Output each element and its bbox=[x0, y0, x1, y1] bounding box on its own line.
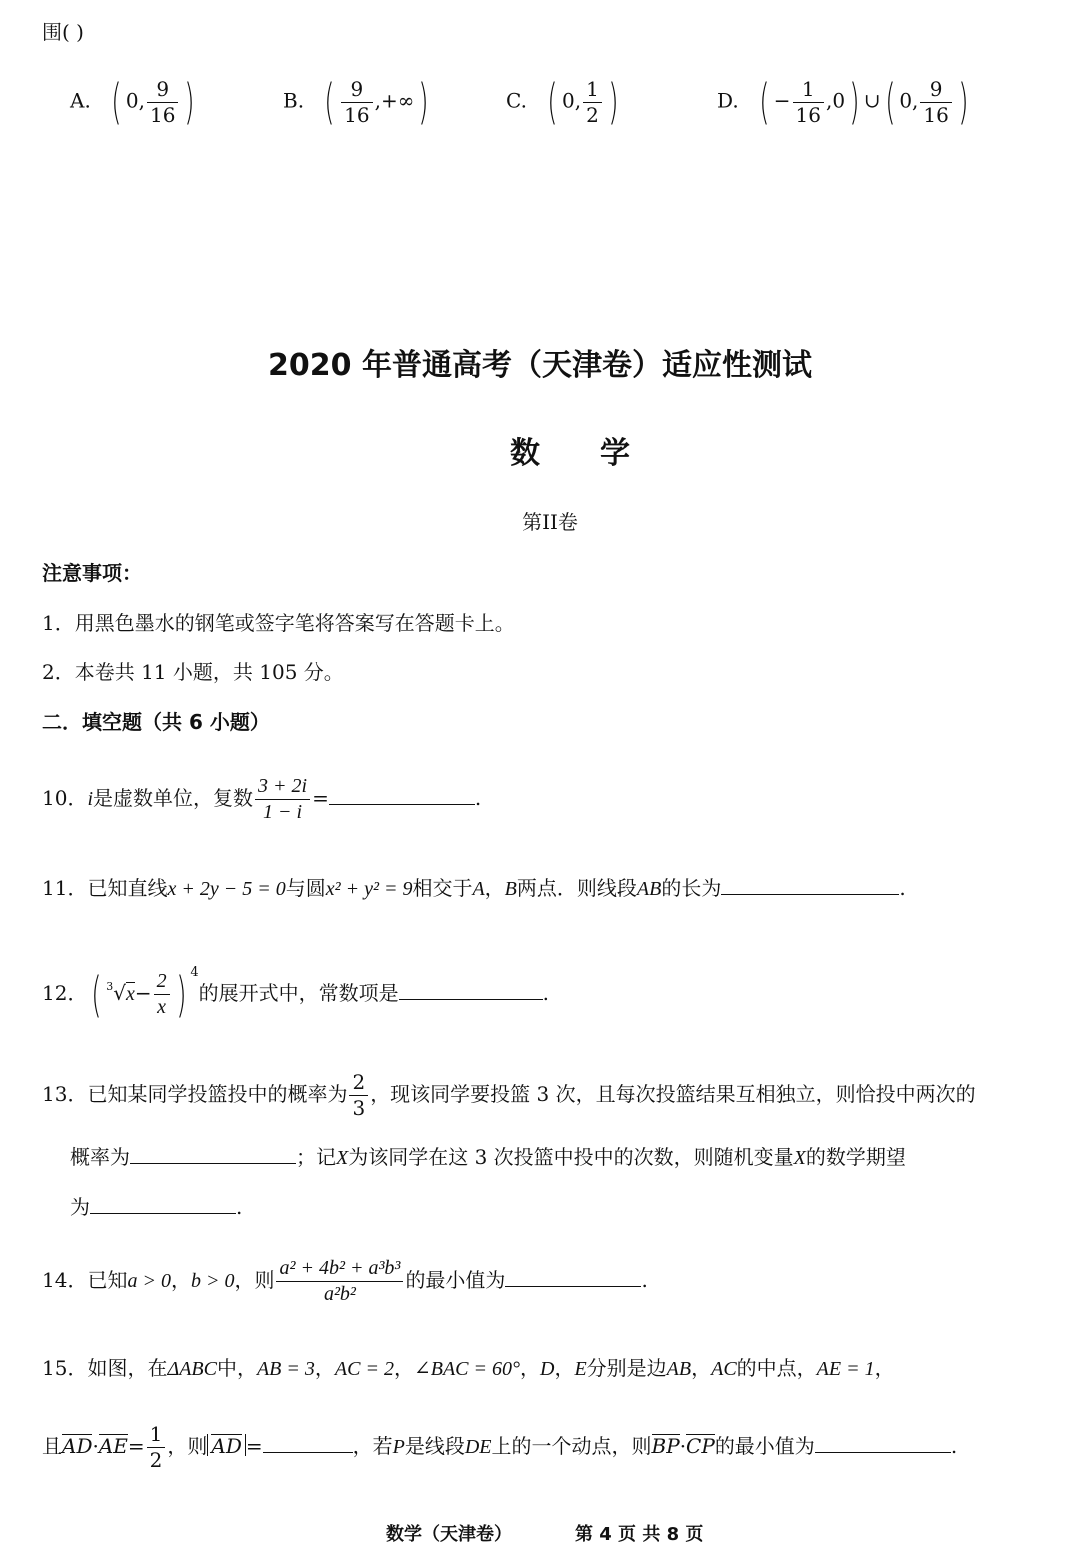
option-d-post: ,0 bbox=[826, 88, 846, 113]
left-paren: ( bbox=[547, 74, 558, 130]
question-text: 分别是边 bbox=[586, 1356, 667, 1380]
side-ac: AC bbox=[711, 1358, 737, 1380]
union-symbol: ∪ bbox=[863, 88, 881, 113]
minus-sign: − bbox=[134, 981, 152, 1005]
random-var-x: X bbox=[793, 1147, 806, 1169]
question-number: 14． bbox=[42, 1268, 88, 1292]
period: . bbox=[641, 1268, 648, 1292]
volume-label: 第II卷 bbox=[522, 510, 578, 534]
comma: ， bbox=[170, 1268, 191, 1292]
dot-operator: · bbox=[679, 1434, 687, 1458]
frac-den: 1 − i bbox=[263, 801, 303, 823]
question-12 bbox=[42, 965, 549, 1023]
triangle: ΔABC bbox=[167, 1358, 217, 1380]
left-paren: ( bbox=[324, 74, 335, 130]
answer-blank[interactable] bbox=[815, 1434, 951, 1453]
option-letter: C. bbox=[506, 88, 527, 113]
subject-title: 数学 bbox=[510, 436, 690, 471]
frac-den: 2 bbox=[149, 1448, 163, 1472]
answer-blank[interactable] bbox=[130, 1145, 296, 1164]
question-text: 的最小值为 bbox=[714, 1434, 815, 1458]
power: 4 bbox=[190, 965, 199, 980]
note-item: 1．用黑色墨水的钢笔或签字笔将答案写在答题卡上。 bbox=[42, 611, 515, 635]
question-text: 与圆 bbox=[285, 876, 326, 900]
vector-ae: AE bbox=[98, 1434, 128, 1458]
option-d bbox=[717, 74, 973, 130]
point-p: P bbox=[392, 1436, 405, 1458]
equals-sign: = bbox=[245, 1434, 263, 1458]
question-text: 如图，在 bbox=[87, 1356, 168, 1380]
point-a: A bbox=[472, 878, 485, 900]
radical-sign: √ bbox=[113, 981, 126, 1005]
option-letter: A. bbox=[70, 88, 91, 113]
frac-num: 9 bbox=[341, 79, 372, 103]
frac-den: 16 bbox=[923, 102, 949, 127]
frac-num: a² + 4b² + a³b³ bbox=[276, 1258, 403, 1282]
question-text: 的数学期望 bbox=[805, 1145, 906, 1169]
question-text: 已知 bbox=[87, 1268, 128, 1292]
question-number: 13． bbox=[42, 1082, 88, 1106]
right-paren: ) bbox=[184, 74, 195, 130]
question-text: 的长为 bbox=[661, 876, 722, 900]
line-equation: x + 2y − 5 = 0 bbox=[167, 878, 286, 900]
right-paren: ) bbox=[175, 966, 187, 1023]
answer-blank[interactable] bbox=[329, 786, 475, 805]
vector-cp: CP bbox=[686, 1434, 715, 1458]
question-text: 中， bbox=[216, 1356, 257, 1380]
segment-ab: AB bbox=[636, 878, 662, 900]
equals-sign: = bbox=[127, 1434, 145, 1458]
right-paren: ) bbox=[608, 74, 619, 130]
question-text: 概率为 bbox=[70, 1145, 130, 1169]
frac-den: 16 bbox=[795, 102, 821, 127]
notes-heading: 注意事项： bbox=[42, 561, 142, 585]
question-13-line2 bbox=[70, 1145, 906, 1168]
frac-den: 16 bbox=[150, 102, 176, 127]
frac-num: 9 bbox=[920, 79, 951, 103]
frac-num: 2 bbox=[154, 971, 170, 995]
option-letter: D. bbox=[717, 88, 739, 113]
footer-subject: 数学（天津卷） bbox=[386, 1524, 512, 1545]
question-text: ；记 bbox=[296, 1145, 336, 1169]
vector-ad: AD bbox=[211, 1434, 242, 1458]
question-number: 12． bbox=[42, 981, 88, 1005]
section-heading: 二．填空题（共 6 小题） bbox=[42, 710, 270, 734]
question-15-line2 bbox=[42, 1424, 957, 1471]
question-text: 的中点， bbox=[736, 1356, 817, 1380]
period: . bbox=[899, 876, 906, 900]
question-11 bbox=[42, 876, 906, 899]
question-text: 且 bbox=[42, 1434, 62, 1458]
condition: AC = 2 bbox=[334, 1358, 394, 1380]
point-b: B bbox=[504, 878, 517, 900]
option-c bbox=[506, 74, 623, 130]
question-text: 上的一个动点，则 bbox=[491, 1434, 652, 1458]
frac-num: 2 bbox=[349, 1072, 368, 1096]
right-paren: ) bbox=[958, 74, 969, 130]
option-b-post: ,+∞ bbox=[374, 88, 415, 113]
option-d-pre: − bbox=[773, 88, 791, 113]
question-number: 15． bbox=[42, 1356, 88, 1380]
question-text: 为该同学在这 3 次投篮中投中的次数，则随机变量 bbox=[348, 1145, 794, 1169]
vector-bp: BP bbox=[651, 1434, 680, 1458]
question-text: ，则 bbox=[234, 1268, 275, 1292]
option-c-pre: 0, bbox=[562, 88, 582, 113]
frac-den: x bbox=[157, 996, 167, 1018]
question-10 bbox=[42, 776, 481, 823]
option-d-pre2: 0, bbox=[899, 88, 919, 113]
question-text: ，现该同学要投篮 3 次，且每次投篮结果互相独立，则恰投中两次的 bbox=[370, 1082, 976, 1106]
random-var-x: X bbox=[336, 1147, 349, 1169]
answer-blank[interactable] bbox=[399, 981, 543, 1000]
question-text: 相交于 bbox=[412, 876, 473, 900]
question-number: 10． bbox=[42, 786, 88, 810]
frac-num: 1 bbox=[793, 79, 824, 103]
period: . bbox=[950, 1434, 958, 1458]
condition-a: a > 0 bbox=[127, 1270, 171, 1292]
question-text: ，则 bbox=[167, 1434, 208, 1458]
condition: AE = 1 bbox=[816, 1358, 875, 1380]
exam-title: 2020 年普通高考（天津卷）适应性测试 bbox=[268, 348, 812, 383]
left-paren: ( bbox=[91, 966, 102, 1023]
question-15-line1: 15．如图，在ΔABC中，AB = 3，AC = 2，∠BAC = 60°，D，E分别是边AB，AC的中点，AE = 1， bbox=[42, 1356, 895, 1380]
right-paren: ) bbox=[418, 74, 429, 130]
frac-den: 3 bbox=[352, 1096, 366, 1120]
question-text: 已知直线 bbox=[87, 876, 168, 900]
period: . bbox=[542, 981, 549, 1005]
frac-den: 16 bbox=[344, 102, 370, 127]
frac-num: 1 bbox=[147, 1424, 166, 1448]
option-letter: B. bbox=[283, 88, 305, 113]
left-paren: ( bbox=[111, 74, 122, 130]
root-index: 3 bbox=[106, 980, 114, 993]
segment-de: DE bbox=[464, 1436, 492, 1458]
answer-blank[interactable] bbox=[721, 876, 899, 895]
answer-blank[interactable] bbox=[505, 1268, 641, 1287]
condition: AB = 3 bbox=[256, 1358, 315, 1380]
math-var: i bbox=[87, 788, 94, 810]
frac-den: a²b² bbox=[323, 1283, 356, 1305]
dot-operator: · bbox=[92, 1434, 99, 1458]
option-a bbox=[70, 74, 199, 130]
question-14 bbox=[42, 1258, 648, 1305]
point-d: D bbox=[540, 1358, 555, 1380]
question-text: 两点．则线段 bbox=[516, 876, 637, 900]
condition-b: b > 0 bbox=[190, 1270, 235, 1292]
left-paren: ( bbox=[759, 74, 770, 130]
answer-blank[interactable] bbox=[263, 1434, 353, 1453]
option-a-pre: 0, bbox=[125, 88, 145, 113]
note-item: 2．本卷共 11 小题，共 105 分。 bbox=[42, 660, 344, 684]
question-text: 的展开式中，常数项是 bbox=[198, 981, 399, 1005]
frac-num: 9 bbox=[147, 79, 178, 103]
question-text: 是虚数单位，复数 bbox=[93, 786, 254, 810]
right-paren: ) bbox=[849, 74, 860, 130]
condition: ∠BAC = 60° bbox=[413, 1358, 520, 1380]
frac-den: 2 bbox=[586, 102, 599, 127]
question-13-line3 bbox=[70, 1195, 242, 1217]
answer-blank[interactable] bbox=[90, 1195, 236, 1214]
period: . bbox=[236, 1195, 243, 1219]
point-e: E bbox=[574, 1358, 587, 1380]
question-13-line1 bbox=[42, 1072, 976, 1119]
question-text: 的最小值为 bbox=[405, 1268, 506, 1292]
equals-sign: = bbox=[312, 786, 329, 810]
left-paren: ( bbox=[884, 74, 896, 130]
question-text: 为 bbox=[70, 1195, 90, 1219]
period: . bbox=[474, 786, 482, 810]
question-text: 已知某同学投篮投中的概率为 bbox=[87, 1082, 348, 1106]
question-text: ，若 bbox=[352, 1434, 393, 1458]
side-ab: AB bbox=[666, 1358, 692, 1380]
vector-ad: AD bbox=[62, 1434, 93, 1458]
footer-page: 第 4 页 共 8 页 bbox=[575, 1524, 704, 1545]
question-number: 11． bbox=[42, 876, 88, 900]
comma: ， bbox=[484, 876, 505, 900]
range-line: 围( ) bbox=[42, 20, 84, 44]
option-b bbox=[283, 74, 433, 130]
question-text: 是线段 bbox=[404, 1434, 465, 1458]
frac-num: 1 bbox=[583, 79, 602, 103]
root-var: x bbox=[125, 983, 135, 1005]
frac-num: 3 + 2i bbox=[255, 776, 310, 800]
circle-equation: x² + y² = 9 bbox=[325, 878, 413, 900]
